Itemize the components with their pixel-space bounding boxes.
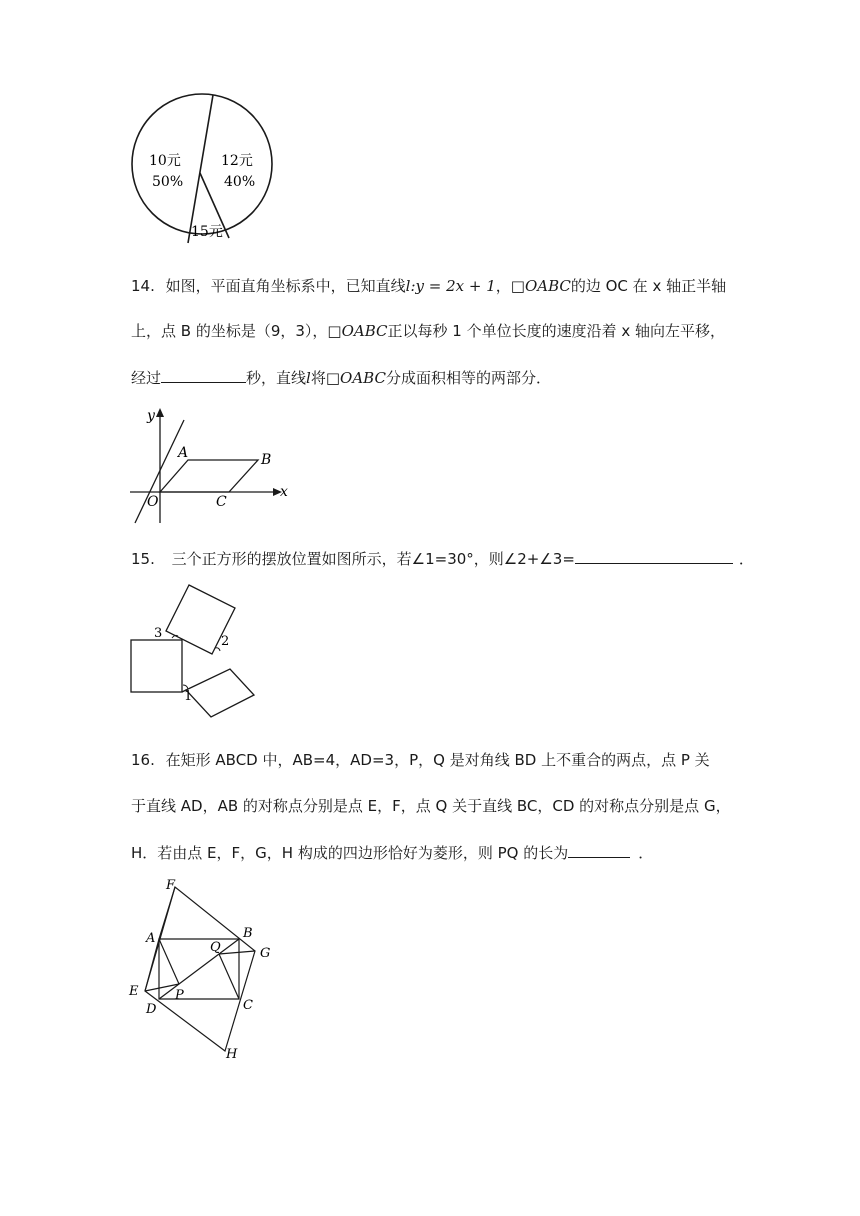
q16-text: 于直线 AD，AB 的对称点分别是点 E，F，点 Q 关于直线 BC，CD 的对称点分别是点 G，	[131, 797, 731, 815]
diagonal-BD	[159, 939, 239, 999]
q15-text: 三个正方形的摆放位置如图所示，若∠1=30°，则∠2+∠3=	[171, 550, 575, 568]
square-left	[131, 640, 182, 692]
q15-figure	[125, 582, 260, 724]
label-A: A	[178, 445, 189, 461]
label-C: C	[243, 998, 253, 1013]
q14-figure	[125, 405, 300, 527]
label-Q: Q	[210, 940, 221, 955]
q14-text: 秒，直线	[246, 369, 307, 387]
segment-AE	[145, 939, 159, 991]
angle-label-2: 2	[221, 634, 230, 649]
parallelogram-OABC	[160, 460, 258, 492]
segment-QC	[219, 954, 239, 999]
label-H: H	[226, 1047, 238, 1062]
segment-PF	[175, 887, 179, 984]
label-P: P	[175, 988, 184, 1003]
label-E: E	[129, 984, 139, 999]
q16-line-1	[131, 750, 710, 770]
q14-parallelogram: □OABC	[510, 277, 571, 295]
pie-divider-1	[188, 95, 213, 243]
segment-QG	[219, 951, 255, 954]
label-C: C	[216, 494, 227, 510]
q14-line-equation: l:y = 2x + 1	[405, 277, 496, 295]
square-bottom	[186, 669, 254, 717]
angle-label-3: 3	[154, 626, 163, 641]
q14-answer-blank[interactable]	[161, 366, 246, 383]
q16-answer-blank[interactable]	[568, 841, 630, 858]
y-axis-arrow	[156, 408, 164, 417]
pie-label-40pct: 40%	[224, 174, 256, 190]
pie-label-50pct: 50%	[152, 174, 184, 190]
q14-line-l: l	[306, 369, 311, 387]
label-D: D	[146, 1002, 157, 1017]
q15-line-1	[131, 547, 754, 569]
q14-text: 正以每秒 1 个单位长度的速度沿着 x 轴向左平移，	[387, 322, 726, 340]
q15-text-end: ．	[738, 550, 754, 568]
q14-text: 的边 OC 在 x 轴正半轴	[570, 277, 727, 295]
q14-line-2	[131, 321, 725, 341]
q16-text: H．若由点 E，F，G，H 构成的四边形恰好为菱形，则 PQ 的长为	[131, 844, 569, 862]
q16-text-end: ．	[638, 844, 654, 862]
label-G: G	[260, 946, 271, 961]
q16-line-2	[131, 796, 731, 816]
q16-figure	[125, 875, 285, 1065]
q16-number: 16.	[131, 751, 155, 769]
q16-text: 在矩形 ABCD 中，AB=4，AD=3，P，Q 是对角线 BD 上不重合的两点，点 P 关	[165, 751, 710, 769]
q14-number: 14.	[131, 277, 155, 295]
label-y: y	[147, 408, 155, 424]
q14-text: ，	[495, 277, 511, 295]
segment-AP	[159, 939, 179, 984]
angle-arc-2	[215, 648, 220, 651]
label-B: B	[243, 926, 253, 941]
angle-label-1: 1	[184, 689, 193, 704]
q15-answer-blank[interactable]	[575, 547, 733, 564]
q14-text: 上，点 B 的坐标是（9，3），	[131, 322, 328, 340]
segment-AF	[159, 887, 175, 939]
label-x: x	[280, 484, 288, 500]
q15-number: 15.	[131, 550, 155, 568]
q14-text: 分成面积相等的两部分．	[385, 369, 551, 387]
label-O: O	[147, 494, 159, 510]
q16-line-3	[131, 841, 653, 863]
q14-parallelogram: □OABC	[327, 322, 388, 340]
label-A: A	[146, 931, 156, 946]
pie-label-10yuan: 10元	[149, 153, 181, 169]
label-F: F	[166, 878, 176, 893]
q14-text: 经过	[131, 369, 162, 387]
pie-label-12yuan: 12元	[221, 153, 253, 169]
q14-parallelogram: □OABC	[325, 369, 386, 387]
q14-line-1	[131, 276, 726, 296]
label-B: B	[261, 452, 272, 468]
pie-figure	[125, 78, 280, 248]
q14-text: 如图，平面直角坐标系中，已知直线	[165, 277, 406, 295]
q14-text: 将	[310, 369, 326, 387]
q14-line-3	[131, 366, 551, 388]
pie-label-15yuan: 15元	[191, 224, 223, 240]
